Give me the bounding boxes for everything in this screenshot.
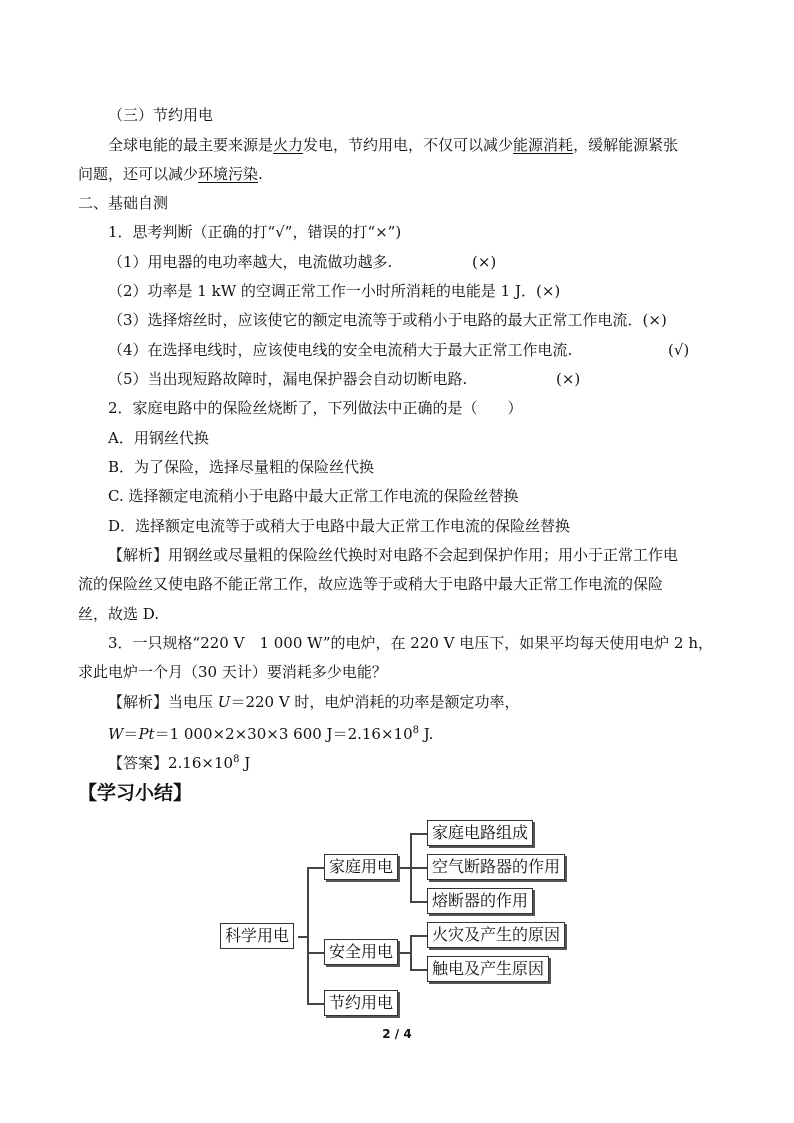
exponent: 8 bbox=[233, 754, 240, 765]
q1-item-1: （1）用电器的电功率越大，电流做功越多. bbox=[108, 253, 393, 271]
connector bbox=[410, 867, 427, 869]
text-run: ＝1 000×2×30×3 600 J＝2.16×10 bbox=[154, 725, 413, 743]
q2-option-d: D．选择额定电流等于或稍大于电路中最大正常工作电流的保险丝替换 bbox=[108, 517, 571, 535]
q2-option-c: C. 选择额定电流稍小于电路中最大正常工作电流的保险丝替换 bbox=[108, 487, 519, 505]
text-run: J. bbox=[419, 725, 434, 743]
mindmap-leaf-breaker: 空气断路器的作用 bbox=[427, 854, 565, 880]
q2-analysis-line2: 流的保险丝又使电路不能正常工作，故应选等于或稍大于电路中最大正常工作电流的保险 bbox=[78, 575, 664, 593]
text-run: 全球电能的最主要来源是 bbox=[108, 136, 274, 154]
connector bbox=[307, 1003, 324, 1005]
section3-paragraph-line1 bbox=[108, 135, 678, 155]
connector bbox=[410, 833, 427, 835]
text-run: 问题，还可以减少 bbox=[78, 165, 199, 183]
q2-stem: 2．家庭电路中的保险丝烧断了，下列做法中正确的是（ ） bbox=[108, 399, 523, 417]
mindmap-leaf-fire: 火灾及产生的原因 bbox=[427, 922, 565, 948]
section3-title: （三）节约用电 bbox=[108, 106, 214, 124]
connector bbox=[410, 935, 412, 969]
q2-analysis-line1: 【解析】用钢丝或尽量粗的保险丝代换时对电路不会起到保护作用；用小于正常工作电 bbox=[108, 546, 679, 564]
q1-item-1-mark: (×) bbox=[472, 253, 497, 271]
text-run: J bbox=[239, 754, 251, 772]
q1-stem: 1．思考判断（正确的打“√”，错误的打“×”) bbox=[108, 223, 402, 241]
q1-item-2: （2）功率是 1 kW 的空调正常工作一小时所消耗的电能是 1 J．(×) bbox=[108, 282, 561, 300]
q1-item-4: （4）在选择电线时，应该使电线的安全电流稍大于最大正常工作电流. bbox=[108, 341, 573, 359]
text-run: ＝220 V 时，电炉消耗的功率是额定功率， bbox=[230, 693, 520, 711]
underlined-blank-energy: 能源消耗 bbox=[513, 136, 574, 154]
mindmap-branch-saving: 节约用电 bbox=[324, 990, 398, 1016]
mindmap-leaf-fuse: 熔断器的作用 bbox=[427, 888, 533, 914]
variable-pt: Pt bbox=[138, 725, 155, 743]
q3-analysis bbox=[108, 692, 519, 712]
q2-option-b: B．为了保险，选择尽量粗的保险丝代换 bbox=[108, 458, 375, 476]
text-run: ，缓解能源紧张 bbox=[573, 136, 679, 154]
mindmap-leaf-shock: 触电及产生原因 bbox=[427, 956, 549, 982]
mindmap-root: 科学用电 bbox=[220, 923, 294, 949]
variable-w: W bbox=[108, 725, 124, 743]
connector bbox=[410, 969, 427, 971]
connector bbox=[307, 867, 324, 869]
text-run: . bbox=[258, 165, 263, 183]
text-run: 发电，节约用电，不仅可以减少 bbox=[303, 136, 514, 154]
q1-item-5-mark: (×) bbox=[556, 370, 581, 388]
q3-stem-line1: 3．一只规格“220 V 1 000 W”的电炉，在 220 V 电压下，如果平均每天使用电炉 2 h， bbox=[108, 634, 714, 652]
q2-option-a: A．用钢丝代换 bbox=[108, 429, 209, 447]
connector bbox=[410, 901, 427, 903]
connector bbox=[410, 935, 427, 937]
part2-title: 二、基础自测 bbox=[78, 194, 169, 212]
q3-stem-line2: 求此电炉一个月（30 天计）要消耗多少电能？ bbox=[78, 663, 387, 681]
text-run: 【答案】2.16×10 bbox=[108, 754, 234, 772]
connector bbox=[397, 867, 411, 869]
mindmap-branch-safety: 安全用电 bbox=[324, 939, 398, 965]
q1-item-5: （5）当出现短路故障时，漏电保护器会自动切断电路. bbox=[108, 370, 468, 388]
text-run: 【解析】当电压 bbox=[108, 693, 218, 711]
connector bbox=[397, 952, 411, 954]
exponent: 8 bbox=[412, 725, 419, 736]
q1-item-3: （3）选择熔丝时，应该使它的额定电流等于或稍小于电路的最大正常工作电流．(×) bbox=[108, 311, 667, 329]
connector bbox=[307, 867, 309, 1004]
q3-calculation bbox=[108, 721, 433, 744]
underlined-blank-pollution: 环境污染 bbox=[198, 165, 259, 183]
summary-heading: 【学习小结】 bbox=[78, 782, 193, 804]
mindmap-leaf-circuit: 家庭电路组成 bbox=[427, 820, 533, 846]
mindmap-branch-home: 家庭用电 bbox=[324, 854, 398, 880]
q1-item-4-mark: (√) bbox=[668, 341, 690, 359]
connector bbox=[307, 952, 324, 954]
page-number: 2 / 4 bbox=[382, 1027, 412, 1041]
q3-answer bbox=[108, 750, 250, 773]
q2-analysis-line3: 丝，故选 D. bbox=[78, 605, 160, 623]
text-run: ＝ bbox=[123, 725, 139, 743]
section3-paragraph-line2 bbox=[78, 164, 263, 184]
variable-u: U bbox=[217, 693, 231, 711]
underlined-blank-fire: 火力 bbox=[273, 136, 304, 154]
